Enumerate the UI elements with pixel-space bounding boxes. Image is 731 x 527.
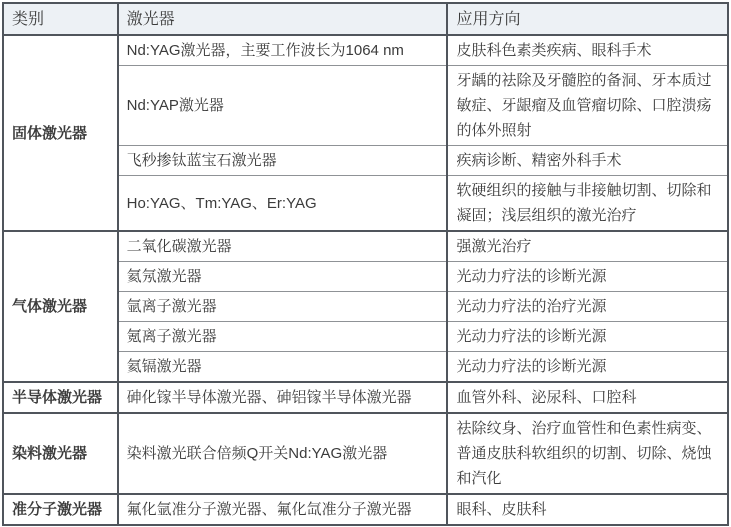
- laser-cell: 二氧化碳激光器: [118, 231, 448, 262]
- column-header-application: 应用方向: [447, 3, 728, 35]
- application-cell: 疾病诊断、精密外科手术: [447, 146, 728, 176]
- table-row: [3, 494, 728, 525]
- laser-cell: Nd:YAG激光器，主要工作波长为1064 nm: [118, 35, 448, 66]
- category-cell-dye: 染料激光器: [3, 413, 118, 494]
- laser-cell: 氩离子激光器: [118, 292, 448, 322]
- laser-cell: 氪离子激光器: [118, 322, 448, 352]
- laser-cell: 氦氖激光器: [118, 262, 448, 292]
- laser-cell: Nd:YAP激光器: [118, 66, 448, 146]
- application-cell: 眼科、皮肤科: [447, 494, 728, 525]
- laser-cell: 砷化镓半导体激光器、砷铝镓半导体激光器: [118, 382, 448, 413]
- category-cell-gas: 气体激光器: [3, 231, 118, 382]
- category-cell-semiconductor: 半导体激光器: [3, 382, 118, 413]
- laser-cell: Ho:YAG、Tm:YAG、Er:YAG: [118, 176, 448, 232]
- application-cell: 祛除纹身、治疗血管性和色素性病变、普通皮肤科软组织的切割、切除、烧蚀和汽化: [447, 413, 728, 494]
- application-cell: 牙龋的祛除及牙髓腔的备洞、牙本质过敏症、牙龈瘤及血管瘤切除、口腔溃疡的体外照射: [447, 66, 728, 146]
- column-header-category: 类别: [3, 3, 118, 35]
- column-header-laser: 激光器: [118, 3, 448, 35]
- table-row: [3, 413, 728, 494]
- application-cell: 强激光治疗: [447, 231, 728, 262]
- application-cell: 光动力疗法的治疗光源: [447, 292, 728, 322]
- category-cell-excimer: 准分子激光器: [3, 494, 118, 525]
- table-row: [3, 35, 728, 66]
- application-cell: 光动力疗法的诊断光源: [447, 352, 728, 383]
- laser-cell: 氦镉激光器: [118, 352, 448, 383]
- laser-cell: 染料激光联合倍频Q开关Nd:YAG激光器: [118, 413, 448, 494]
- application-cell: 皮肤科色素类疾病、眼科手术: [447, 35, 728, 66]
- application-cell: 软硬组织的接触与非接触切割、切除和凝固；浅层组织的激光治疗: [447, 176, 728, 232]
- application-cell: 血管外科、泌尿科、口腔科: [447, 382, 728, 413]
- application-cell: 光动力疗法的诊断光源: [447, 322, 728, 352]
- laser-applications-table: [2, 2, 729, 526]
- laser-cell: 飞秒掺钛蓝宝石激光器: [118, 146, 448, 176]
- header-row: [3, 3, 728, 35]
- table-row: [3, 382, 728, 413]
- application-cell: 光动力疗法的诊断光源: [447, 262, 728, 292]
- laser-cell: 氟化氩准分子激光器、氟化氙准分子激光器: [118, 494, 448, 525]
- category-cell-solid: 固体激光器: [3, 35, 118, 231]
- table-row: [3, 231, 728, 262]
